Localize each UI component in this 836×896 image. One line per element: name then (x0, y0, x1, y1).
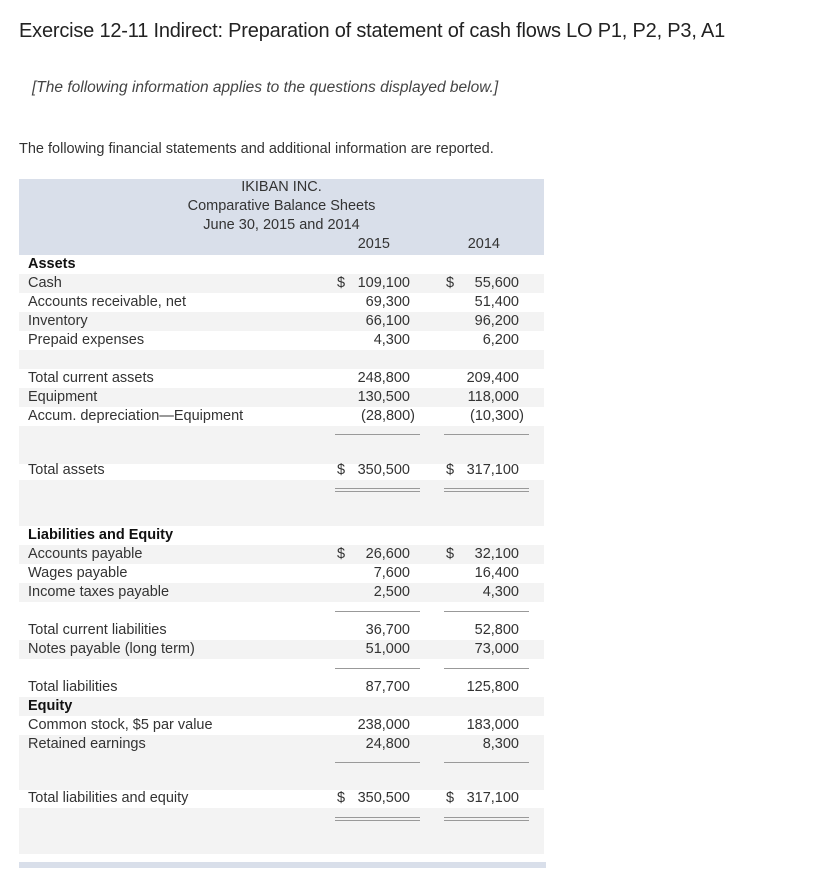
value-2014: 8,300 (482, 736, 519, 752)
column-header-2015: 2015 (357, 236, 390, 252)
value-2014: 209,400 (466, 370, 519, 386)
underline (444, 434, 529, 435)
currency-symbol: $ (337, 275, 346, 291)
value-2014: 51,400 (474, 294, 519, 310)
table-row (19, 789, 544, 808)
value-2015: 66,100 (365, 313, 410, 329)
row-label: Total assets (28, 462, 105, 478)
value-2014: 183,000 (466, 717, 519, 733)
value-2014: 125,800 (466, 679, 519, 695)
row-label: Accounts payable (28, 546, 143, 562)
double-underline (444, 491, 529, 492)
underline (444, 762, 529, 763)
intro-text: The following financial statements and additional information are reported. (19, 141, 494, 157)
row-label: Common stock, $5 par value (28, 717, 213, 733)
row-label: Cash (28, 275, 62, 291)
value-2014: 73,000 (474, 641, 519, 657)
table-row (19, 621, 544, 640)
row-label: Equipment (28, 389, 98, 405)
table-row (19, 716, 544, 735)
row-label: Wages payable (28, 565, 128, 581)
underline (444, 668, 529, 669)
value-2015: 36,700 (365, 622, 410, 638)
table-row (19, 312, 544, 331)
statement-header (19, 179, 544, 255)
table-row (19, 369, 544, 388)
assets-heading: Assets (28, 256, 76, 272)
row-label: Notes payable (long term) (28, 641, 195, 657)
value-2014: 6,200 (482, 332, 519, 348)
equity-heading: Equity (28, 698, 73, 714)
value-2015: 51,000 (365, 641, 410, 657)
table-row (19, 407, 544, 426)
table-row (19, 640, 544, 659)
value-2015: 2,500 (373, 584, 410, 600)
value-2014: (10,300) (469, 408, 524, 424)
currency-symbol: $ (446, 462, 455, 478)
row-label: Accum. depreciation—Equipment (28, 408, 244, 424)
table-row (19, 735, 544, 754)
spacer-row (19, 754, 544, 790)
table-row (19, 274, 544, 293)
assets-heading-row (19, 255, 544, 274)
value-2015: 350,500 (357, 790, 410, 806)
table-row (19, 564, 544, 583)
currency-symbol: $ (446, 790, 455, 806)
table-footer-bar (19, 862, 546, 868)
column-header-2014: 2014 (467, 236, 500, 252)
double-underline (335, 491, 420, 492)
value-2015: 87,700 (365, 679, 410, 695)
page-title: Exercise 12-11 Indirect: Preparation of statement of cash flows LO P1, P2, P3, A1 (19, 20, 726, 42)
underline (335, 762, 420, 763)
currency-symbol: $ (337, 462, 346, 478)
row-label: Total liabilities (28, 679, 118, 695)
row-label: Total current liabilities (28, 622, 167, 638)
value-2014: 4,300 (482, 584, 519, 600)
spacer-row (19, 426, 544, 464)
currency-symbol: $ (446, 546, 455, 562)
row-label: Income taxes payable (28, 584, 170, 600)
balance-sheet (19, 179, 544, 868)
value-2015: (28,800) (360, 408, 415, 424)
currency-symbol: $ (337, 790, 346, 806)
value-2015: 248,800 (357, 370, 410, 386)
liabilities-equity-heading: Liabilities and Equity (28, 527, 174, 543)
value-2015: 350,500 (357, 462, 410, 478)
spacer-row (19, 350, 544, 369)
statement-date: June 30, 2015 and 2014 (203, 217, 360, 233)
equity-heading-row (19, 697, 544, 716)
value-2015: 26,600 (365, 546, 410, 562)
row-label: Inventory (28, 313, 88, 329)
table-row (19, 461, 544, 480)
table-row (19, 293, 544, 312)
double-underline (335, 820, 420, 821)
spacer-row (19, 480, 544, 526)
value-2014: 52,800 (474, 622, 519, 638)
double-underline (335, 488, 420, 489)
row-label: Retained earnings (28, 736, 146, 752)
value-2015: 7,600 (373, 565, 410, 581)
company-name: IKIBAN INC. (241, 179, 322, 195)
double-underline (444, 817, 529, 818)
info-note: [The following information applies to the questions displayed below.] (32, 79, 499, 96)
underline (335, 434, 420, 435)
currency-symbol: $ (337, 546, 346, 562)
row-label: Total current assets (28, 370, 154, 386)
value-2015: 109,100 (357, 275, 410, 291)
row-label: Accounts receivable, net (28, 294, 186, 310)
value-2014: 118,000 (467, 389, 519, 405)
spacer-row (19, 808, 544, 854)
underline (335, 668, 420, 669)
liabilities-heading-row (19, 526, 544, 545)
table-row (19, 583, 544, 602)
value-2015: 238,000 (357, 717, 410, 733)
value-2014: 55,600 (474, 275, 519, 291)
value-2014: 32,100 (474, 546, 519, 562)
statement-name: Comparative Balance Sheets (187, 198, 376, 214)
row-label: Prepaid expenses (28, 332, 145, 348)
value-2014: 317,100 (466, 790, 519, 806)
value-2014: 96,200 (474, 313, 519, 329)
currency-symbol: $ (446, 275, 455, 291)
double-underline (444, 820, 529, 821)
double-underline (444, 488, 529, 489)
value-2014: 16,400 (474, 565, 519, 581)
value-2015: 69,300 (365, 294, 410, 310)
table-row (19, 545, 544, 564)
table-row (19, 678, 544, 697)
underline (444, 611, 529, 612)
value-2015: 4,300 (373, 332, 410, 348)
table-row (19, 331, 544, 350)
value-2015: 130,500 (357, 389, 410, 405)
table-row (19, 388, 544, 407)
value-2014: 317,100 (466, 462, 519, 478)
value-2015: 24,800 (365, 736, 410, 752)
double-underline (335, 817, 420, 818)
row-label: Total liabilities and equity (28, 790, 189, 806)
underline (335, 611, 420, 612)
